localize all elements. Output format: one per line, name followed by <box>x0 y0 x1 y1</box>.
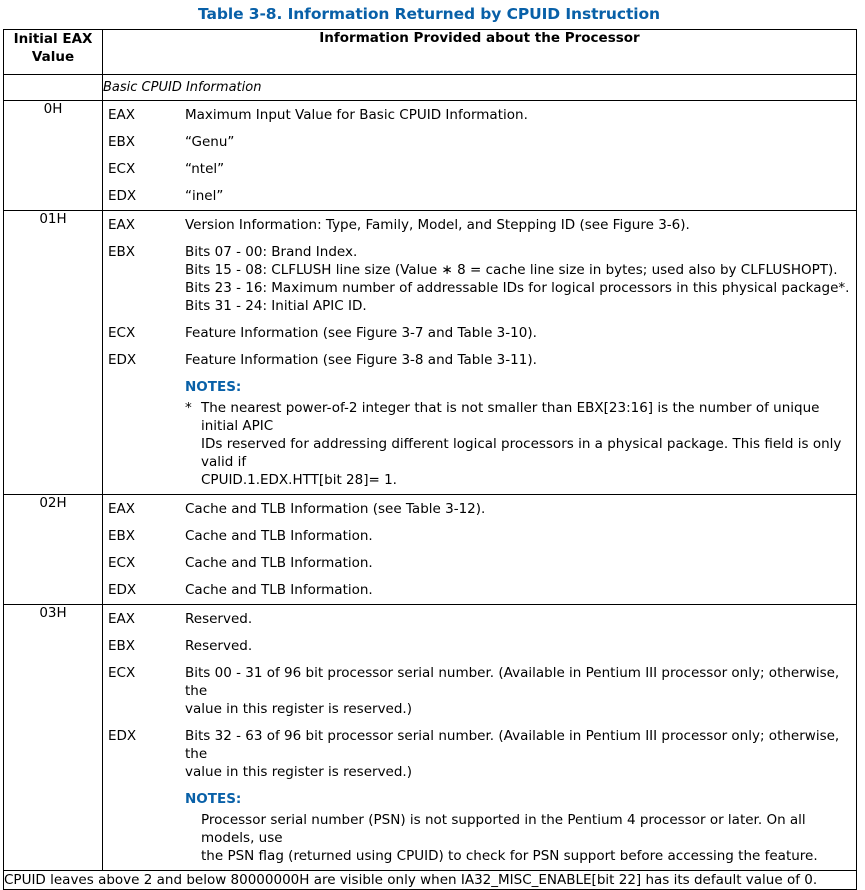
register-row <box>103 727 856 781</box>
notes-block <box>103 790 856 865</box>
description-line: Bits 00 - 31 of 96 bit processor serial number. (Available in Pentium III processor only; otherwise, the <box>185 665 840 699</box>
note-line: Processor serial number (PSN) is not supported in the Pentium 4 processor or later. On all models, use <box>201 812 806 846</box>
description-line: Reserved. <box>185 638 253 654</box>
cpuid-table <box>3 29 857 890</box>
register-description <box>185 610 856 628</box>
subheading-basic-cpuid: Basic CPUID Information <box>103 75 857 101</box>
register-description <box>185 106 856 124</box>
register-name: EDX <box>108 352 137 368</box>
notes-label: NOTES: <box>185 791 242 807</box>
note-text <box>201 811 850 865</box>
notes-spacer <box>103 790 185 865</box>
subheading-row <box>4 75 857 101</box>
description-line: Version Information: Type, Family, Model, and Stepping ID (see Figure 3-6). <box>185 217 690 233</box>
header-row <box>4 30 857 75</box>
register-row <box>103 160 856 178</box>
notes-label: NOTES: <box>185 379 242 395</box>
note-line: IDs reserved for addressing different logical processors in a physical package. This field is only valid if <box>201 436 842 470</box>
description-line: Cache and TLB Information (see Table 3-12). <box>185 501 486 517</box>
register-description <box>185 351 856 369</box>
notes-spacer <box>103 378 185 489</box>
note-line: The nearest power-of-2 integer that is not smaller than EBX[23:16] is the number of unique initial APIC <box>201 400 820 434</box>
leaf-group-row <box>4 101 857 211</box>
note-line: the PSN flag (returned using CPUID) to check for PSN support before accessing the feature. <box>201 848 818 864</box>
register-description <box>185 133 856 151</box>
register-name: EBX <box>108 528 136 544</box>
footer-row <box>4 871 857 890</box>
notes-body <box>185 790 856 865</box>
description-line: Cache and TLB Information. <box>185 582 373 598</box>
header-initial-eax-line1: Initial EAX <box>13 31 93 47</box>
description-line: Feature Information (see Figure 3-8 and Table 3-11). <box>185 352 537 368</box>
register-description <box>185 324 856 342</box>
register-name: EAX <box>108 501 136 517</box>
note-item <box>185 399 850 489</box>
leaf-registers-cell <box>103 605 857 871</box>
description-line: Bits 23 - 16: Maximum number of addressable IDs for logical processors in this physical package*. <box>185 280 850 296</box>
notes-block <box>103 378 856 489</box>
register-name: EDX <box>108 188 137 204</box>
leaf-group-row <box>4 605 857 871</box>
description-line: value in this register is reserved.) <box>185 701 412 717</box>
register-row <box>103 133 856 151</box>
register-row <box>103 216 856 234</box>
note-text <box>201 399 850 489</box>
header-initial-eax <box>4 30 103 75</box>
register-name: EAX <box>108 611 136 627</box>
register-name: EDX <box>108 582 137 598</box>
register-row <box>103 324 856 342</box>
description-line: Feature Information (see Figure 3-7 and Table 3-10). <box>185 325 537 341</box>
leaf-group-row <box>4 495 857 605</box>
leaf-registers-cell <box>103 495 857 605</box>
note-marker: * <box>185 400 192 416</box>
note-marker <box>185 811 201 865</box>
note-item <box>185 811 850 865</box>
register-description <box>185 527 856 545</box>
description-line: Bits 32 - 63 of 96 bit processor serial number. (Available in Pentium III processor only; otherwise, the <box>185 728 840 762</box>
register-row <box>103 610 856 628</box>
note-line: CPUID.1.EDX.HTT[bit 28]= 1. <box>201 472 397 488</box>
footer-note: CPUID leaves above 2 and below 80000000H are visible only when IA32_MISC_ENABLE[bit 22] has its default value of 0. <box>4 871 857 890</box>
register-name: ECX <box>108 665 136 681</box>
description-line: “ntel” <box>185 161 225 177</box>
register-row <box>103 243 856 315</box>
description-line: Maximum Input Value for Basic CPUID Information. <box>185 107 528 123</box>
leaf-value: 0H <box>4 101 103 211</box>
register-name: EDX <box>108 728 137 744</box>
register-row <box>103 664 856 718</box>
register-description <box>185 581 856 599</box>
register-name: ECX <box>108 325 136 341</box>
register-row <box>103 554 856 572</box>
leaf-value: 02H <box>4 495 103 605</box>
description-line: “inel” <box>185 188 224 204</box>
register-row <box>103 106 856 124</box>
description-line: Cache and TLB Information. <box>185 528 373 544</box>
leaf-value: 03H <box>4 605 103 871</box>
table-caption: Table 3-8. Information Returned by CPUID Instruction <box>198 5 660 23</box>
register-description <box>185 160 856 178</box>
register-description <box>185 500 856 518</box>
register-row <box>103 500 856 518</box>
header-info: Information Provided about the Processor <box>103 30 857 75</box>
register-name: ECX <box>108 555 136 571</box>
description-line: “Genu” <box>185 134 235 150</box>
leaf-registers-cell <box>103 211 857 495</box>
leaf-group-row <box>4 211 857 495</box>
register-description <box>185 637 856 655</box>
register-row <box>103 637 856 655</box>
register-description <box>185 727 856 781</box>
leaf-registers-cell <box>103 101 857 211</box>
register-row <box>103 527 856 545</box>
register-name: EBX <box>108 638 136 654</box>
description-line: Bits 31 - 24: Initial APIC ID. <box>185 298 367 314</box>
register-description <box>185 243 856 315</box>
description-line: Cache and TLB Information. <box>185 555 373 571</box>
register-description <box>185 216 856 234</box>
subheading-blank-cell <box>4 75 103 101</box>
description-line: Reserved. <box>185 611 253 627</box>
notes-body <box>185 378 856 489</box>
register-description <box>185 664 856 718</box>
leaf-value: 01H <box>4 211 103 495</box>
register-row <box>103 581 856 599</box>
register-row <box>103 351 856 369</box>
register-name: EAX <box>108 217 136 233</box>
register-name: EBX <box>108 134 136 150</box>
register-name: EBX <box>108 244 136 260</box>
header-initial-eax-line2: Value <box>31 49 75 65</box>
register-row <box>103 187 856 205</box>
description-line: Bits 15 - 08: CLFLUSH line size (Value ∗ 8 = cache line size in bytes; used also by CLFLUSHOPT). <box>185 262 838 278</box>
register-description <box>185 554 856 572</box>
register-description <box>185 187 856 205</box>
register-name: ECX <box>108 161 136 177</box>
description-line: value in this register is reserved.) <box>185 764 412 780</box>
register-name: EAX <box>108 107 136 123</box>
description-line: Bits 07 - 00: Brand Index. <box>185 244 358 260</box>
